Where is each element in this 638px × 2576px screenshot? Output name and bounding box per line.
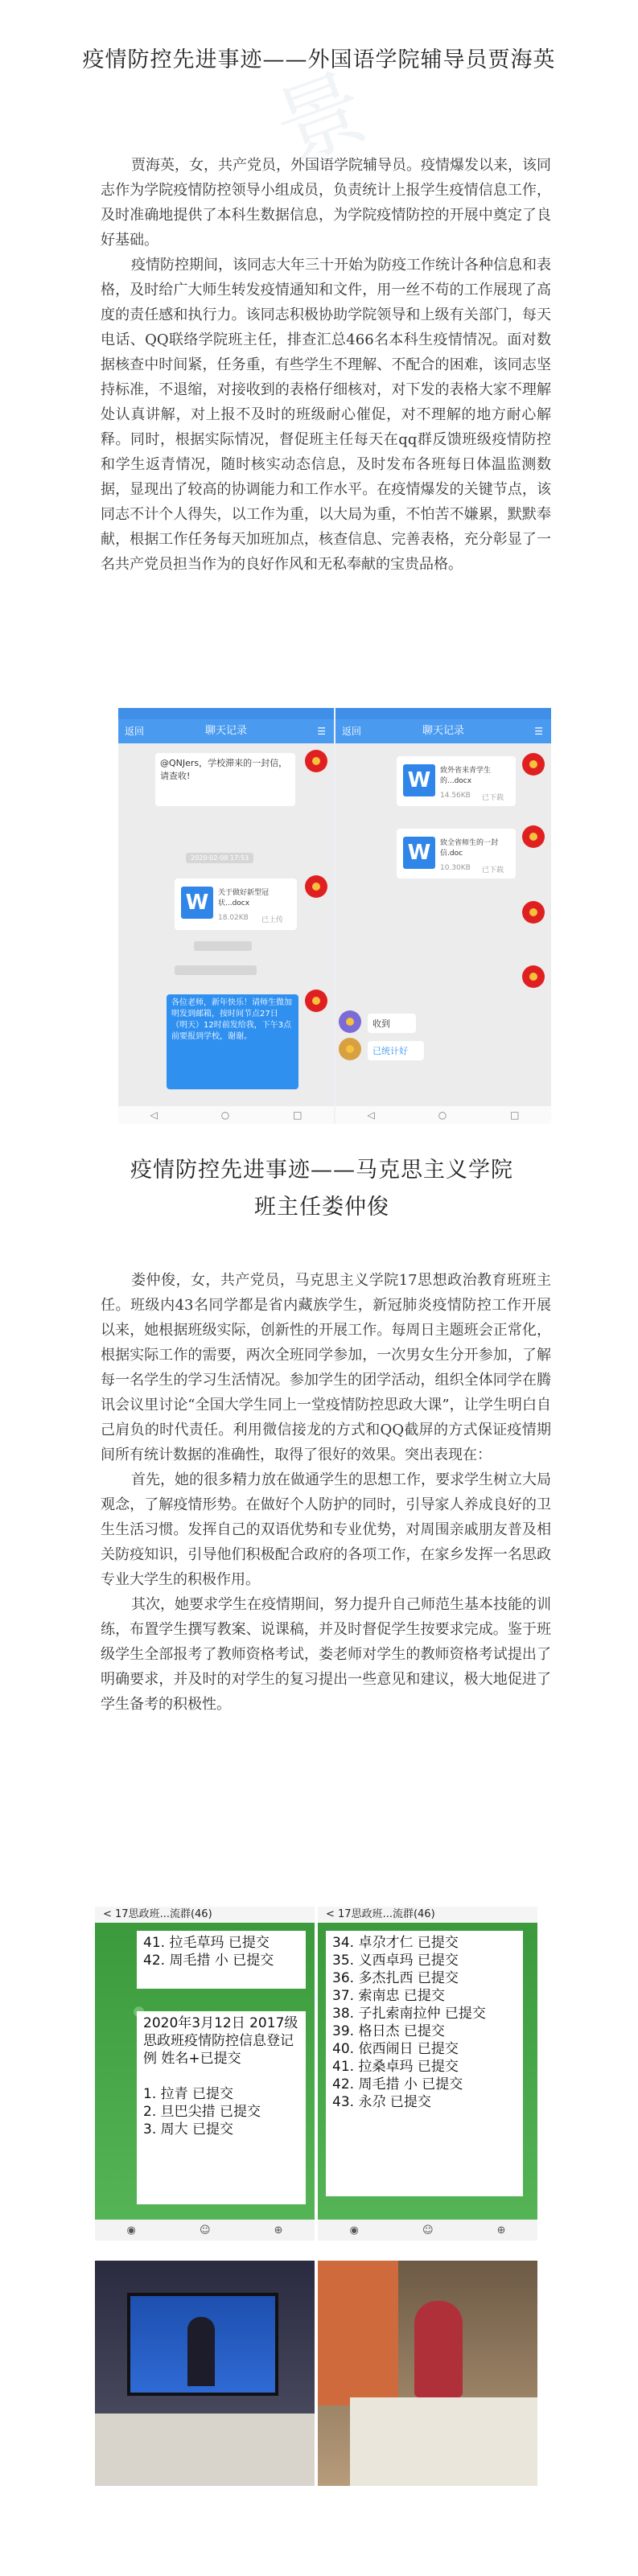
avatar bbox=[305, 750, 327, 772]
chat-header bbox=[335, 719, 551, 743]
section2-title: 疫情防控先进事迹——马克思主义学院班主任娄仲俊 bbox=[130, 1158, 513, 1220]
file-status: 已上传 bbox=[261, 916, 284, 924]
more-icon[interactable]: ☰ bbox=[317, 726, 326, 737]
section1-body bbox=[101, 153, 551, 577]
add-icon[interactable]: ⊕ bbox=[274, 2224, 283, 2237]
message-bubble: @QNJers，学校滞来的一封信，请查收! bbox=[155, 753, 295, 806]
file-status: 已下载 bbox=[482, 866, 504, 874]
nav-home-icon[interactable]: ○ bbox=[438, 1109, 447, 1121]
file-size: 18.02KB bbox=[218, 914, 249, 922]
message-bubble: 34. 卓尕才仁 已提交 35. 义西卓玛 已提交 36. 多杰扎西 已提交 37. 索南忠 已提交 38. 子扎索南拉仲 已提交 39. 格日杰 已提交 40. 依西闹日 已提交 41. 拉桑卓玛 已提交 42. 周毛措 小 已提交 43. 永尕 已提交 bbox=[326, 1931, 523, 2196]
add-icon[interactable]: ⊕ bbox=[496, 2224, 506, 2237]
status-bar bbox=[118, 708, 334, 719]
section2-paragraph: 其次，她要求学生在疫情期间，努力提升自己师范生基本技能的训练，布置学生撰写教案、说课稿，并及时督促学生按要求完成。鉴于班级学生全部报考了教师资格考试，娄老师对学生的教师资格考试提出了明确要求，并及时的对学生的复习提出一些意见和建议，极大地促进了学生备考的积极性。 bbox=[101, 1596, 551, 1713]
system-nav-bar bbox=[335, 1106, 551, 1124]
timestamp bbox=[194, 941, 252, 951]
back-button[interactable]: 返回 bbox=[342, 726, 362, 737]
file-name: 致外省来青学生的...docx bbox=[440, 767, 492, 785]
file-card[interactable] bbox=[175, 879, 297, 930]
word-file-icon: W bbox=[403, 837, 435, 869]
nav-back-icon[interactable]: ◁ bbox=[367, 1109, 375, 1121]
avatar bbox=[339, 1010, 361, 1033]
section1-title: 疫情防控先进事迹——外国语学院辅导员贾海英 bbox=[82, 47, 556, 72]
system-nav-bar bbox=[118, 1106, 334, 1124]
reply-bubble: 已统计好 bbox=[368, 1041, 424, 1060]
chat-input-bar bbox=[318, 2220, 537, 2241]
file-name: 致全省师生的一封信.doc bbox=[440, 839, 499, 858]
word-file-icon: W bbox=[181, 887, 213, 919]
file-card[interactable] bbox=[397, 829, 516, 879]
tv-photo bbox=[95, 2261, 315, 2486]
message-bubble: 2020年3月12日 2017级思政班疫情防控信息登记 例 姓名+已提交 1. 拉青 已提交 2. 旦巴尖措 已提交 3. 周大 已提交 bbox=[137, 2011, 306, 2204]
desk-papers bbox=[350, 2397, 537, 2486]
chat-header bbox=[118, 719, 334, 743]
avatar bbox=[522, 901, 545, 924]
curtain bbox=[318, 2261, 398, 2405]
status-bar bbox=[335, 708, 551, 719]
qq-chat-right bbox=[335, 708, 551, 1124]
avatar bbox=[339, 1038, 361, 1060]
group-title: < 17思政班...流群(46) bbox=[95, 1907, 315, 1923]
avatar bbox=[522, 825, 545, 848]
qq-chat-screenshots bbox=[118, 708, 551, 1124]
avatar bbox=[522, 753, 545, 776]
person bbox=[414, 2301, 463, 2397]
section2-paragraph: 娄仲俊，女，共产党员，马克思主义学院17思想政治教育班班主任。班级内43名同学都是省内藏族学生，新冠肺炎疫情防控工作开展以来，她根据班级实际，创新性的开展工作。每周日主题班会正常化，根据实际工作的需要，两次全班同学参加，一次男女生分开参加，了解每一名学生的学习生活情况。参加学生的团学活动，组织全体同学在腾讯会议里讨论“全国大学生同上一堂疫情防控思政大课”，让学生明白自己肩负的时代责任。利用微信接龙的方式和QQ截屏的方式保证疫情期间所有统计数据的准确性，取得了很好的效果。突出表现在： bbox=[101, 1272, 551, 1463]
message-bubble: 41. 拉毛草玛 已提交 42. 周毛措 小 已提交 bbox=[137, 1931, 306, 1989]
notice-bubble: 各位老师，新年快乐！请师生微加明发到邮箱，按时间节点27日（明天）12时前发给我，下午3点前要报到学校，谢谢。 bbox=[167, 994, 298, 1089]
nav-recent-icon[interactable]: □ bbox=[510, 1109, 520, 1121]
watermark: 景 bbox=[261, 55, 380, 183]
wechat-group-right bbox=[318, 1907, 537, 2241]
group-title: < 17思政班...流群(46) bbox=[318, 1907, 537, 1923]
back-button[interactable]: 返回 bbox=[125, 726, 145, 737]
file-status: 已下载 bbox=[482, 794, 504, 802]
reply-bubble: 收到 bbox=[368, 1014, 416, 1033]
chat-title: 聊天记录 bbox=[204, 725, 247, 737]
avatar bbox=[305, 875, 327, 898]
section1-paragraph: 疫情防控期间，该同志大年三十开始为防疫工作统计各种信息和表格，及时给广大师生转发疫情通知和文件，用一丝不苟的工作展现了高度的责任感和执行力。该同志积极协助学院领导和上级有关部门，每天电话、QQ联络学院班主任，排查汇总466名本科生疫情情况。面对数据核查中时间紧，任务重，有些学生不理解、不配合的困难，该同志坚持标准，不退缩，对接收到的表格仔细核对，对下发的表格大家不理解处认真讲解，对上报不及时的班级耐心催促，对不理解的地方耐心解释。同时，根据实际情况，督促班主任每天在qq群反馈班级疫情防控和学生返青情况，随时核实动态信息，及时发布各班每日体温监测数据，显现出了较高的协调能力和工作水平。在疫情爆发的关键节点，该同志不计个人得失，以工作为重，以大局为重，不怕苦不嫌累，默默奉献，根据工作任务每天加班加点，核查信息、完善表格，充分彰显了一名共产党员担当作为的良好作风和无私奉献的宝贵品格。 bbox=[101, 257, 551, 573]
avatar bbox=[305, 990, 327, 1012]
chat-title: 聊天记录 bbox=[422, 725, 464, 737]
desk-books bbox=[95, 2413, 315, 2486]
section1-paragraph: 贾海英，女，共产党员，外国语学院辅导员。疫情爆发以来，该同志作为学院疫情防控领导小组成员，负责统计上报学生疫情信息工作，及时准确地提供了本科生数据信息，为学院疫情防控的开展中奠定了良好基础。 bbox=[101, 157, 551, 249]
file-card[interactable] bbox=[397, 756, 516, 806]
emoji-icon[interactable]: ☺ bbox=[199, 2224, 211, 2237]
nav-home-icon[interactable]: ○ bbox=[220, 1109, 230, 1121]
nav-back-icon[interactable]: ◁ bbox=[150, 1109, 158, 1121]
chat-area bbox=[95, 1923, 315, 2220]
word-file-icon: W bbox=[403, 764, 435, 796]
person-on-tv bbox=[187, 2317, 215, 2386]
file-size: 14.56KB bbox=[440, 792, 471, 800]
qq-chat-left bbox=[118, 708, 334, 1124]
more-icon[interactable]: ☰ bbox=[534, 726, 543, 737]
emoji-icon[interactable]: ☺ bbox=[422, 2224, 434, 2237]
chat-input-bar bbox=[95, 2220, 315, 2241]
timestamp: 2020-02-08 17:53 bbox=[186, 853, 253, 863]
section2-paragraph: 首先，她的很多精力放在做通学生的思想工作，要求学生树立大局观念，了解疫情形势。在做好个人防护的同时，引导家人养成良好的卫生生活习惯。发挥自己的双语优势和专业优势，对周围亲戚朋友普及相关防疫知识，引导他们积极配合政府的各项工作，在家乡发挥一名思政专业大学生的积极作用。 bbox=[101, 1471, 551, 1588]
timestamp bbox=[175, 965, 257, 975]
voice-icon[interactable]: ◉ bbox=[349, 2224, 359, 2237]
wechat-group-left bbox=[95, 1907, 315, 2241]
student-photo bbox=[318, 2261, 537, 2486]
chat-area bbox=[318, 1923, 537, 2220]
section2-body bbox=[101, 1268, 551, 1717]
file-name: 关于做好新型冠状...docx bbox=[218, 889, 270, 907]
nav-recent-icon[interactable]: □ bbox=[293, 1109, 303, 1121]
voice-icon[interactable]: ◉ bbox=[126, 2224, 136, 2237]
avatar bbox=[522, 965, 545, 988]
file-size: 10.30KB bbox=[440, 864, 471, 872]
